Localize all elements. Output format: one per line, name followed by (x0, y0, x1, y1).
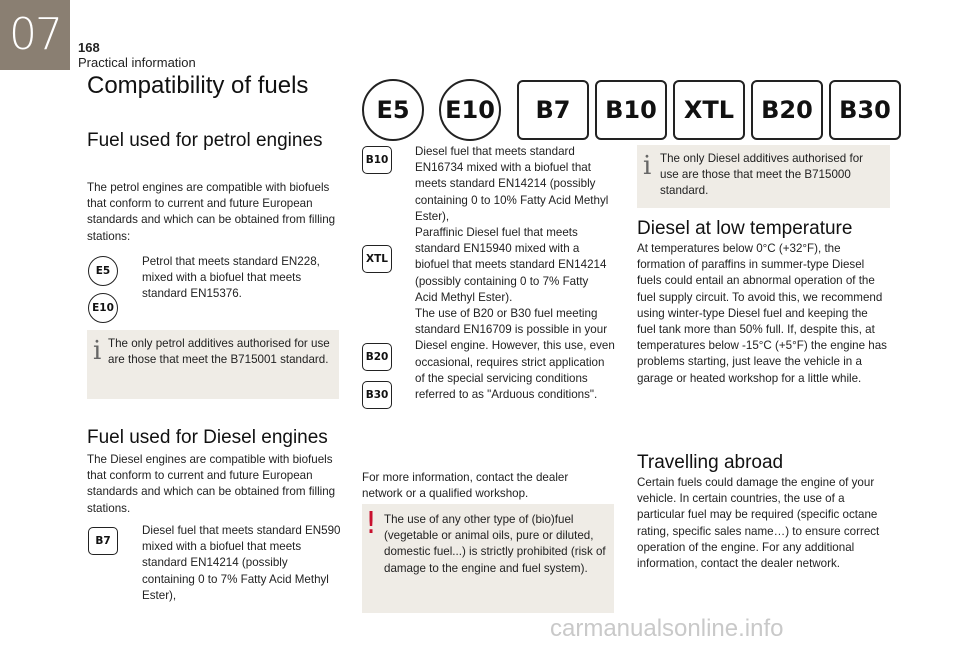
diesel-heading: Fuel used for Diesel engines (87, 427, 328, 448)
diesel-badge-b20: B20 (362, 343, 392, 371)
low-temp-heading: Diesel at low temperature (637, 218, 853, 239)
watermark: carmanualsonline.info (550, 615, 784, 642)
travelling-abroad-heading: Travelling abroad (637, 452, 784, 473)
fuel-badge-b10: B10 (595, 80, 667, 140)
info-icon: i (93, 336, 102, 366)
warning-text: The use of any other type of (bio)fuel (vegetable or animal oils, pure or diluted, domestic fuel...) is strictly prohibited (risk of damage to the engine and fuel system). (384, 513, 606, 575)
warning-box (362, 504, 614, 613)
petrol-intro: The petrol engines are compatible with biofuels that conform to current and future European standards and which can be obtained from filling stations: (87, 181, 336, 243)
diesel-xtl-text: Paraffinic Diesel fuel that meets standard EN15940 mixed with a biofuel that meets standard EN14214 (possibly containing 0 to 7% Fatty Acid Methyl Ester). (415, 226, 607, 304)
info-icon: i (643, 151, 652, 181)
fuel-badge-e10: E10 (439, 79, 501, 141)
diesel-b10-text: Diesel fuel that meets standard EN16734 mixed with a biofuel that meets standard EN14214 (possibly containing 0 to 10% Fatty Acid Methyl Ester), (415, 145, 609, 223)
diesel-badge-b7: B7 (88, 527, 118, 555)
petrol-item-text: Petrol that meets standard EN228, mixed with a biofuel that meets standard EN15376. (142, 255, 320, 301)
low-temp-text: At temperatures below 0°C (+32°F), the formation of paraffins in summer-type Diesel fuels could entail an abnormal operation of the fuel supply circuit. To avoid this, we recommend using winter-type Diesel fuel and keeping the fuel tank more than 50% full. If, despite this, at temperatures below -15°C (+5°F) the engine has problems starting, just leave the vehicle in a garage or heated workshop for a little while. (637, 242, 887, 385)
section-title: Practical information (78, 55, 196, 70)
petrol-badge-e5: E5 (88, 256, 118, 286)
fuel-badge-xtl: XTL (673, 80, 745, 140)
fuel-badge-b7: B7 (517, 80, 589, 140)
diesel-additives-info-box (637, 145, 890, 208)
page-number: 168 (78, 40, 100, 55)
diesel-badge-b10: B10 (362, 146, 392, 174)
diesel-badge-b30: B30 (362, 381, 392, 409)
petrol-badge-e10: E10 (88, 293, 118, 323)
petrol-info-text: The only petrol additives authorised for use are those that meet the B715001 standard. (108, 337, 330, 367)
diesel-b20-b30-text: The use of B20 or B30 fuel meeting standard EN16709 is possible in your Diesel engine. However, this use, even occasional, requires strict application of the special servicing conditions referred to as "Arduous conditions". (415, 307, 615, 402)
diesel-additives-info-text: The only Diesel additives authorised for use are those that meet the B715000 standard. (660, 152, 863, 198)
fuel-badge-b30: B30 (829, 80, 901, 140)
travelling-abroad-text: Certain fuels could damage the engine of your vehicle. In certain countries, the use of a particular fuel may be required (specific octane rating, specific sales name…) to ensure correct operation of the engine. For any additional information, contact the dealer network. (637, 476, 880, 571)
chapter-tab: 07 (0, 0, 70, 70)
petrol-heading: Fuel used for petrol engines (87, 130, 323, 151)
fuel-badge-row (362, 79, 892, 143)
warning-icon: ! (365, 506, 378, 541)
fuel-badge-b20: B20 (751, 80, 823, 140)
more-info-text: For more information, contact the dealer network or a qualified workshop. (362, 471, 569, 501)
fuel-badge-e5: E5 (362, 79, 424, 141)
petrol-info-box (87, 330, 339, 399)
diesel-badge-xtl: XTL (362, 245, 392, 273)
page-title: Compatibility of fuels (87, 72, 309, 99)
diesel-intro: The Diesel engines are compatible with biofuels that conform to current and future European standards and which can be obtained from filling stations. (87, 453, 336, 515)
diesel-b7-text: Diesel fuel that meets standard EN590 mixed with a biofuel that meets standard EN14214 (possibly containing 0 to 7% Fatty Acid Methyl Ester), (142, 524, 341, 602)
